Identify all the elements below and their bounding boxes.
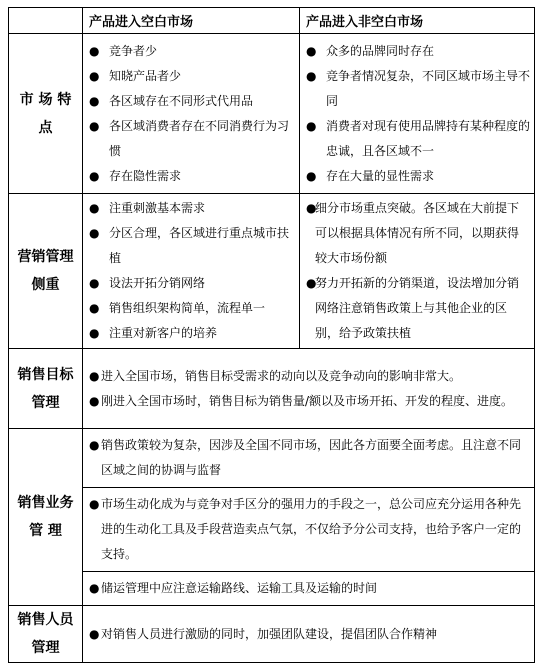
bullet-icon: ●: [306, 201, 317, 215]
bullet-icon: ●: [306, 68, 317, 83]
list-item: [89, 221, 295, 271]
row-marketing-focus: [9, 194, 535, 349]
list-item: [306, 39, 530, 64]
list-item: [306, 271, 530, 346]
bullet-icon: ●: [89, 581, 100, 595]
marketing-blank-list: [83, 194, 300, 349]
list-item-text: 注重对新客户的培养: [109, 326, 218, 340]
row-label-marketing-focus: 营销管理侧重: [9, 194, 83, 349]
row-label-market-features: 市 场 特 点: [9, 34, 83, 194]
row-sales-business: [9, 429, 535, 606]
bullet-icon: ●: [89, 368, 100, 383]
list-item-text: 竞争者情况复杂，不同区域市场主导不同: [326, 68, 531, 108]
list-item-text: 销售政策较为复杂，因涉及全国不同市场，因此各方面要全面考虑。且注意不同区域之间的协调与监督: [101, 438, 522, 477]
list-item-text: 分区合理，各区域进行重点城市扶植: [109, 226, 290, 265]
header-blank-market: 产品进入空白市场: [83, 8, 300, 34]
header-empty-cell: [9, 8, 83, 34]
bullet-icon: ●: [89, 438, 100, 452]
row-label-sales-target: 销售目标管理: [9, 349, 83, 429]
bullet-icon: ●: [89, 326, 100, 340]
list-item: [89, 164, 295, 189]
bullet-icon: ●: [89, 93, 100, 108]
list-item-text: 各区域消费者存在不同消费行为习惯: [109, 118, 290, 158]
list-item-text: 刚进入全国市场时，销售目标为销售量/额以及市场开拓、开发的程度、进度。: [101, 393, 514, 408]
list-item: [89, 114, 295, 164]
list-item: [89, 89, 295, 114]
row-label-sales-business: 销售业务 管 理: [9, 429, 83, 606]
row-market-features: [9, 34, 535, 194]
list-item: [306, 196, 530, 271]
list-item: [89, 196, 295, 221]
list-item-text: 存在大量的显性需求: [326, 168, 435, 183]
list-item-text: 销售组织架构简单，流程单一: [109, 301, 266, 315]
list-item: [89, 64, 295, 89]
list-item-text: 注重刺激基本需求: [109, 201, 206, 215]
list-item: [89, 321, 295, 346]
list-item-text: 竞争者少: [109, 43, 158, 58]
bullet-icon: ●: [89, 301, 100, 315]
bullet-icon: ●: [306, 276, 317, 290]
list-item: [83, 488, 534, 572]
list-item: [89, 296, 295, 321]
list-item-text: 知晓产品者少: [109, 68, 182, 83]
list-item: [83, 429, 534, 488]
row-sales-target: [9, 349, 535, 429]
row-sales-personnel: [9, 606, 535, 663]
list-item: [89, 39, 295, 64]
bullet-icon: ●: [89, 118, 100, 133]
header-row: [9, 8, 535, 34]
bullet-icon: ●: [306, 43, 317, 58]
marketing-nonblank-list: [300, 194, 535, 349]
list-item-text: 对销售人员进行激励的同时，加强团队建设，提倡团队合作精神: [101, 626, 438, 641]
list-item-text: 消费者对现有使用品牌持有某种程度的忠诚，且各区域不一: [326, 118, 531, 158]
bullet-icon: ●: [89, 276, 100, 290]
list-item-text: 细分市场重点突破。各区域在大前提下可以根据具体情况有所不同，以期获得较大市场份额: [315, 201, 520, 265]
market-blank-list: [83, 34, 300, 194]
list-item: [89, 389, 530, 414]
list-item-text: 存在隐性需求: [109, 168, 182, 183]
bullet-icon: ●: [89, 201, 100, 215]
bullet-icon: ●: [306, 118, 317, 133]
sales-personnel-list: [83, 606, 535, 663]
bullet-icon: ●: [89, 393, 100, 408]
list-item: [306, 164, 530, 189]
sales-target-list: [83, 349, 535, 429]
row-label-sales-personnel: 销售人员管理: [9, 606, 83, 663]
bullet-icon: ●: [89, 626, 100, 641]
list-item-text: 各区域存在不同形式代用品: [109, 93, 254, 108]
bullet-icon: ●: [89, 497, 100, 511]
list-item: [83, 572, 534, 605]
bullet-icon: ●: [89, 68, 100, 83]
list-item-text: 努力开拓新的分销渠道，设法增加分销网络注意销售政策上与其他企业的区别，给予政策扶植: [315, 276, 520, 340]
bullet-icon: ●: [306, 168, 317, 183]
bullet-icon: ●: [89, 226, 100, 240]
list-item-text: 市场生动化成为与竞争对手区分的强用力的手段之一，总公司应充分运用各种先进的生动化工具及手段营造卖点气氛，不仅给予分公司支持，也给予客户一定的支持。: [101, 497, 522, 561]
list-item: [89, 364, 530, 389]
list-item: [306, 64, 530, 114]
list-item: [306, 114, 530, 164]
list-item-text: 储运管理中应注意运输路线、运输工具及运输的时间: [101, 581, 378, 595]
bullet-icon: ●: [89, 168, 100, 183]
bullet-icon: ●: [89, 43, 100, 58]
list-item: [89, 271, 295, 296]
comparison-table: [8, 7, 535, 663]
market-nonblank-list: [300, 34, 535, 194]
list-item: [89, 622, 530, 647]
list-item-text: 进入全国市场，销售目标受需求的动向以及竞争动向的影响非常大。: [101, 368, 462, 383]
sales-business-list: [83, 429, 535, 606]
header-nonblank-market: 产品进入非空白市场: [300, 8, 535, 34]
list-item-text: 设法开拓分销网络: [109, 276, 206, 290]
list-item-text: 众多的品牌同时存在: [326, 43, 435, 58]
